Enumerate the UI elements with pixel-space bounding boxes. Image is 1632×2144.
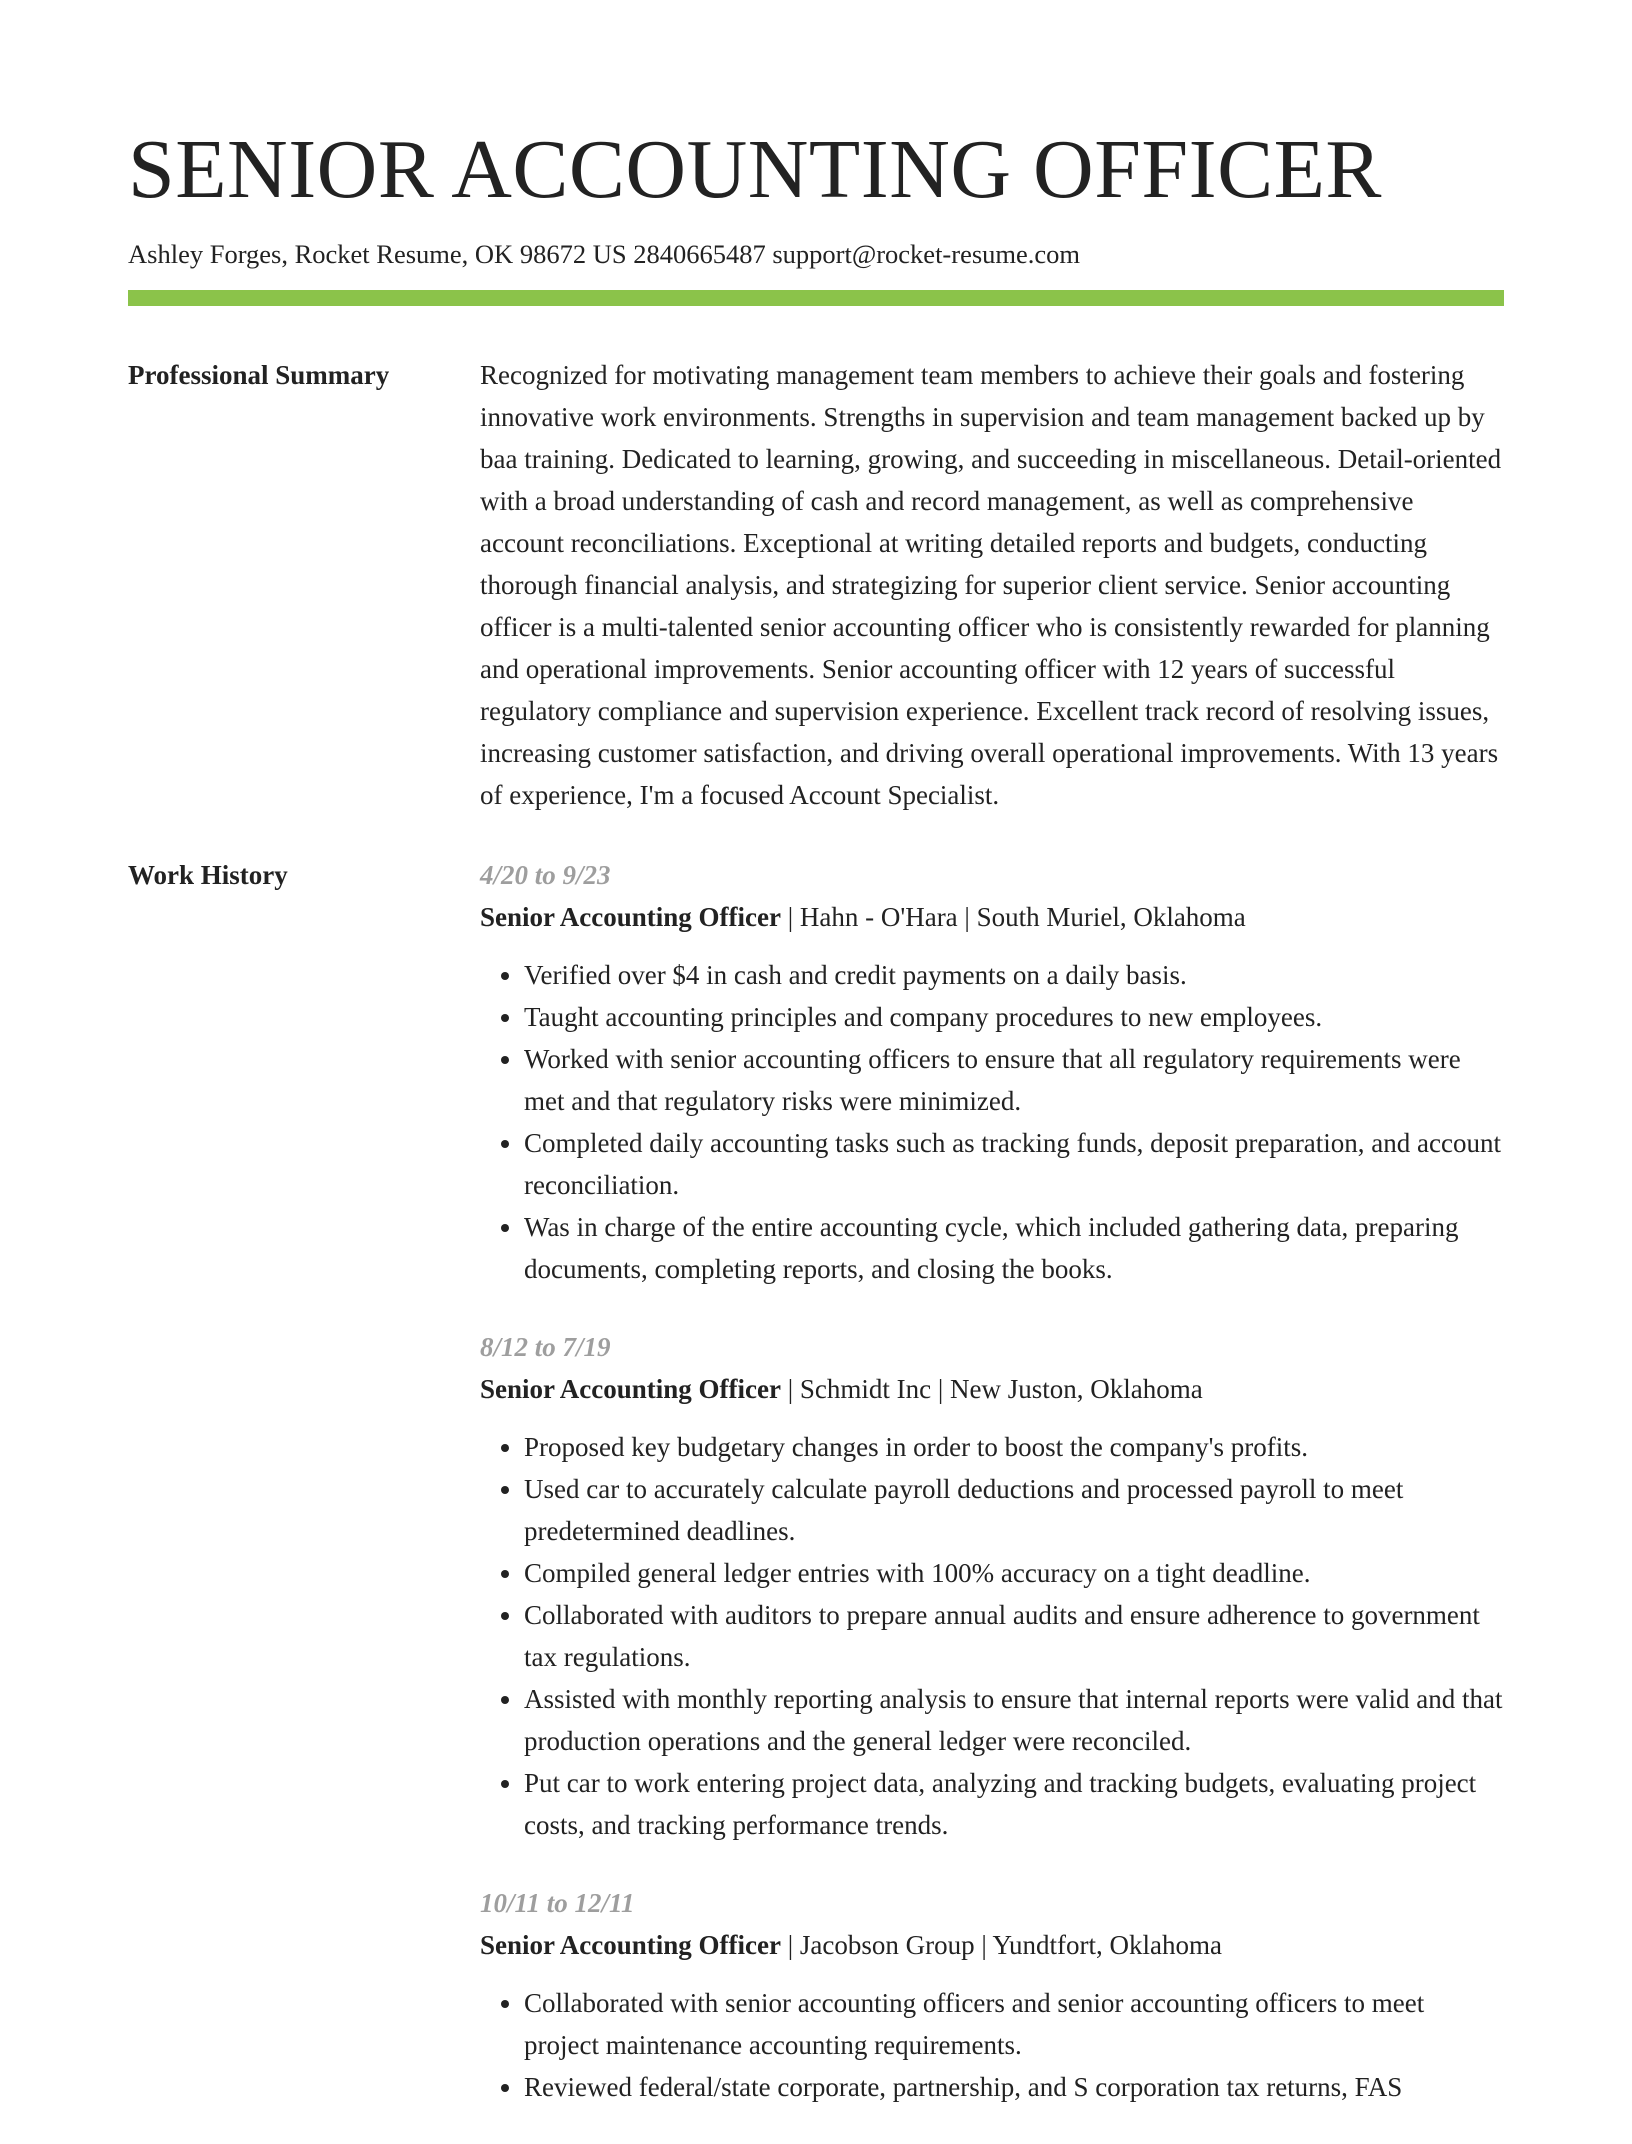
resume-page: [128, 0, 1504, 2144]
job-heading: [480, 1368, 1504, 1410]
job-bullet: • Verified over $4 in cash and credit payments on a daily basis.: [524, 954, 1504, 996]
job-company-location: | Schmidt Inc | New Juston, Oklahoma: [780, 1374, 1203, 1404]
job-bullet: • Put car to work entering project data, analyzing and tracking budgets, evaluating project costs, and tracking performance trends.: [524, 1762, 1504, 1846]
job-bullet: • Collaborated with senior accounting officers and senior accounting officers to meet project maintenance accounting requirements.: [524, 1982, 1504, 2066]
section-label-work-history: Work History: [128, 860, 288, 890]
job-entry: [480, 1882, 1504, 2108]
job-bullet: • Completed daily accounting tasks such as tracking funds, deposit preparation, and account reconciliation.: [524, 1122, 1504, 1206]
resume-title: SENIOR ACCOUNTING OFFICER: [128, 123, 1382, 216]
job-entry: [480, 1326, 1504, 1846]
section-label-professional-summary: Professional Summary: [128, 360, 390, 390]
job-bullet: • Assisted with monthly reporting analysis to ensure that internal reports were valid and that production operations and the general ledger were reconciled.: [524, 1678, 1504, 1762]
job-bullet-list: [480, 954, 1504, 1290]
job-dates: 4/20 to 9/23: [480, 860, 611, 890]
job-bullet: • Used car to accurately calculate payroll deductions and processed payroll to meet predetermined deadlines.: [524, 1468, 1504, 1552]
summary-text: Recognized for motivating management team members to achieve their goals and fostering innovative work environments. Strengths in supervision and team management backed up by baa training. Dedicated to learning, growing, and succeeding in miscellaneous. Detail-oriented with a broad understanding of cash and record management, as well as comprehensive account reconciliations. Exceptional at writing detailed reports and budgets, conducting thorough financial analysis, and strategizing for superior client service. Senior accounting officer is a multi-talented senior accounting officer who is consistently rewarded for planning and operational improvements. Senior accounting officer with 12 years of successful regulatory compliance and supervision experience. Excellent track record of resolving issues, increasing customer satisfaction, and driving overall operational improvements. With 13 years of experience, I'm a focused Account Specialist.: [480, 360, 1502, 810]
job-dates: 10/11 to 12/11: [480, 1888, 635, 1918]
job-title: Senior Accounting Officer: [480, 902, 781, 932]
accent-rule: [128, 290, 1504, 306]
job-heading: [480, 1924, 1504, 1966]
job-bullet: • Proposed key budgetary changes in order to boost the company's profits.: [524, 1426, 1504, 1468]
job-bullet: • Collaborated with auditors to prepare annual audits and ensure adherence to government tax regulations.: [524, 1594, 1504, 1678]
job-company-location: | Hahn - O'Hara | South Muriel, Oklahoma: [780, 902, 1246, 932]
job-bullet: • Was in charge of the entire accounting cycle, which included gathering data, preparing documents, completing reports, and closing the books.: [524, 1206, 1504, 1290]
job-title: Senior Accounting Officer: [480, 1930, 781, 1960]
job-dates: 8/12 to 7/19: [480, 1332, 611, 1362]
job-title: Senior Accounting Officer: [480, 1374, 781, 1404]
contact-line: Ashley Forges, Rocket Resume, OK 98672 US 2840665487 support@rocket-resume.com: [128, 239, 1081, 269]
job-entry: [480, 854, 1504, 1290]
job-company-location: | Jacobson Group | Yundtfort, Oklahoma: [780, 1930, 1222, 1960]
job-bullet: • Compiled general ledger entries with 100% accuracy on a tight deadline.: [524, 1552, 1504, 1594]
job-bullet: • Reviewed federal/state corporate, partnership, and S corporation tax returns, FAS: [524, 2066, 1504, 2108]
job-bullet-list: [480, 1426, 1504, 1846]
job-bullet-list: [480, 1982, 1504, 2108]
work-history-list: [480, 854, 1504, 2144]
job-bullet: • Taught accounting principles and company procedures to new employees.: [524, 996, 1504, 1038]
job-heading: [480, 896, 1504, 938]
job-bullet: • Worked with senior accounting officers to ensure that all regulatory requirements were met and that regulatory risks were minimized.: [524, 1038, 1504, 1122]
work-history-section: [128, 854, 1504, 2144]
professional-summary-section: [128, 354, 1504, 816]
